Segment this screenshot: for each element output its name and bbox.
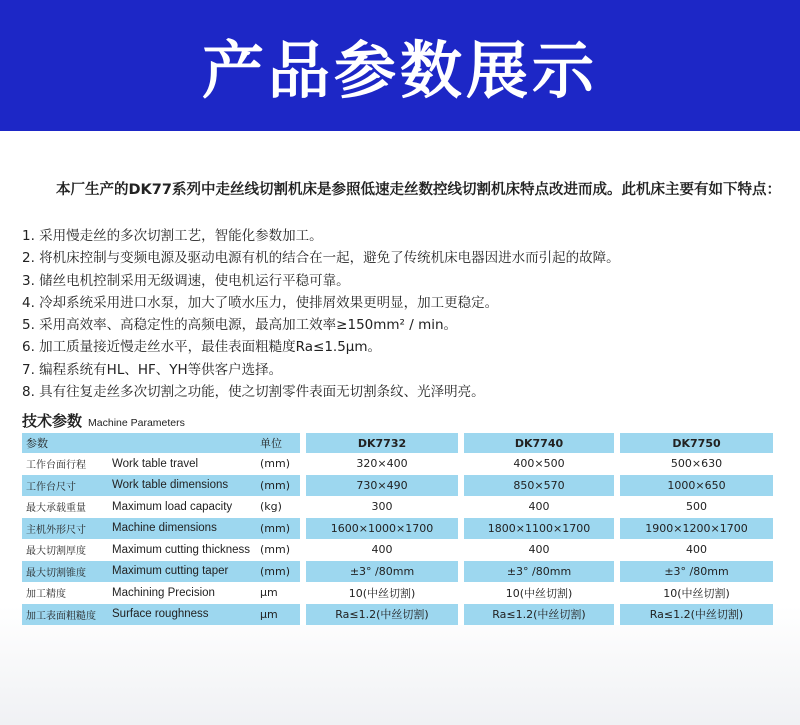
param-value: 1900×1200×1700: [620, 518, 773, 540]
header-unit: 单位: [256, 433, 300, 453]
feature-item: 1. 采用慢走丝的多次切割工艺，智能化参数加工。: [22, 228, 323, 244]
table-row: [22, 604, 773, 626]
parameters-table: [22, 433, 773, 625]
feature-item: 8. 具有往复走丝多次切割之功能，使之切割零件表面无切割条纹、光泽明亮。: [22, 384, 485, 401]
param-value: 300: [306, 496, 458, 518]
header-param: 参数: [22, 433, 256, 453]
parameters-heading: [22, 410, 185, 431]
param-value: 10(中丝切割): [464, 582, 614, 604]
page-title: 产品参数展示: [201, 34, 598, 107]
feature-item: 7. 编程系统有HL、HF、YH等供客户选择。: [22, 361, 283, 378]
param-value: 730×490: [306, 475, 458, 497]
param-value: Ra≤1.2(中丝切割): [620, 604, 773, 626]
param-name-cn: 最大切割锥度: [22, 561, 108, 583]
feature-item: 2. 将机床控制与变频电源及驱动电源有机的结合在一起，避免了传统机床电器因进水而引起的故障。: [22, 250, 620, 267]
param-value: 400: [620, 539, 773, 561]
header-model: DK7750: [620, 433, 773, 453]
param-value: 400×500: [464, 453, 614, 475]
table-row: [22, 453, 773, 475]
param-value: 320×400: [306, 453, 458, 475]
table-row: [22, 561, 773, 583]
param-value: 1000×650: [620, 475, 773, 497]
table-row: [22, 518, 773, 540]
feature-item: 3. 储丝电机控制采用无级调速，使电机运行平稳可靠。: [22, 272, 350, 289]
param-value: 500×630: [620, 453, 773, 475]
param-unit: (mm): [256, 539, 300, 561]
param-value: 400: [464, 496, 614, 518]
param-name-en: Work table dimensions: [108, 475, 256, 497]
param-name-en: Machining Precision: [108, 582, 256, 604]
table-row: [22, 582, 773, 604]
feature-item: 6. 加工质量接近慢走丝水平，最佳表面粗糙度Ra≤1.5μm。: [22, 339, 382, 356]
param-name-en: Surface roughness: [108, 604, 256, 626]
param-unit: μm: [256, 604, 300, 626]
table-row: [22, 496, 773, 518]
param-value: Ra≤1.2(中丝切割): [306, 604, 458, 626]
param-unit: (mm): [256, 561, 300, 583]
param-name-en: Maximum cutting thickness: [108, 539, 256, 561]
table-row: [22, 475, 773, 497]
header-model: DK7740: [464, 433, 614, 453]
intro-paragraph: 本厂生产的DK77系列中走丝线切割机床是参照低速走丝数控线切割机床特点改进而成。此机床主要有如下特点：: [56, 182, 781, 198]
param-value: 500: [620, 496, 773, 518]
param-name-cn: 最大承载重量: [22, 496, 108, 518]
feature-list: [22, 225, 782, 403]
param-unit: (mm): [256, 453, 300, 475]
param-name-en: Work table travel: [108, 453, 256, 475]
feature-item: 4. 冷却系统采用进口水泵，加大了喷水压力，使排屑效果更明显，加工更稳定。: [22, 294, 499, 311]
param-name-cn: 加工表面粗糙度: [22, 604, 108, 626]
param-value: ±3° /80mm: [306, 561, 458, 583]
param-name-cn: 工作台尺寸: [22, 475, 108, 497]
param-unit: (mm): [256, 518, 300, 540]
param-value: Ra≤1.2(中丝切割): [464, 604, 614, 626]
param-value: 400: [306, 539, 458, 561]
param-unit: (mm): [256, 475, 300, 497]
param-value: 1800×1100×1700: [464, 518, 614, 540]
param-name-cn: 最大切割厚度: [22, 539, 108, 561]
param-name-en: Machine dimensions: [108, 518, 256, 540]
param-unit: (kg): [256, 496, 300, 518]
param-unit: μm: [256, 582, 300, 604]
param-value: ±3° /80mm: [620, 561, 773, 583]
table-row: [22, 539, 773, 561]
param-name-cn: 加工精度: [22, 582, 108, 604]
param-name-en: Maximum load capacity: [108, 496, 256, 518]
param-value: 400: [464, 539, 614, 561]
title-banner: [0, 0, 800, 131]
param-value: 10(中丝切割): [306, 582, 458, 604]
parameters-heading-en: Machine Parameters: [88, 417, 185, 429]
param-value: 10(中丝切割): [620, 582, 773, 604]
feature-item: 5. 采用高效率、高稳定性的高频电源，最高加工效率≥150mm² / min。: [22, 317, 458, 334]
table-header-row: [22, 433, 773, 453]
param-value: 1600×1000×1700: [306, 518, 458, 540]
param-value: ±3° /80mm: [464, 561, 614, 583]
parameters-heading-cn: 技术参数: [22, 412, 83, 430]
param-name-en: Maximum cutting taper: [108, 561, 256, 583]
param-name-cn: 工作台面行程: [22, 453, 108, 475]
param-value: 850×570: [464, 475, 614, 497]
param-name-cn: 主机外形尺寸: [22, 518, 108, 540]
header-model: DK7732: [306, 433, 458, 453]
